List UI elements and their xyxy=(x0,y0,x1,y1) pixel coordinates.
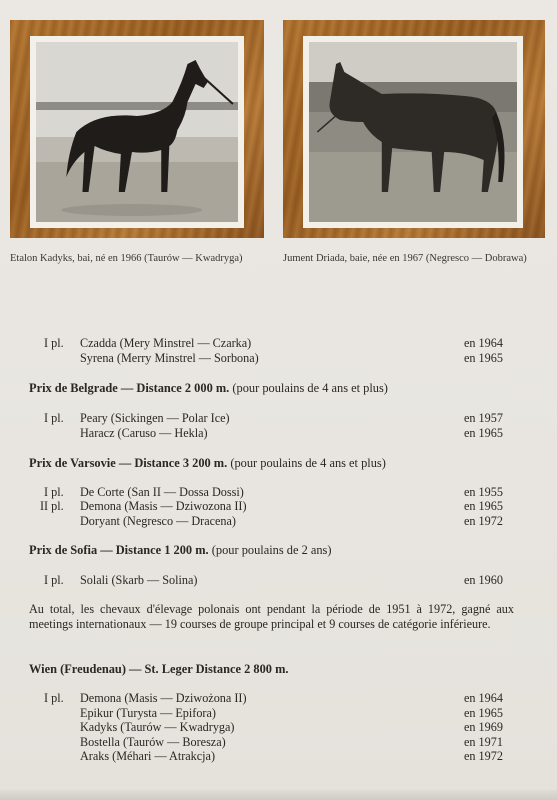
place-label: II pl. xyxy=(40,499,64,513)
year-label: en 1965 xyxy=(464,706,503,720)
race-note: (pour poulains de 4 ans et plus) xyxy=(229,381,388,395)
page-bottom-edge xyxy=(0,790,557,800)
photo-frame-left xyxy=(10,20,264,238)
race-title: Prix de Varsovie — Distance 3 200 m. xyxy=(29,456,228,470)
horse-entry: Solali (Skarb — Solina) xyxy=(80,573,198,587)
year-label: en 1964 xyxy=(464,691,503,705)
place-label: I pl. xyxy=(44,336,64,350)
year-label: en 1960 xyxy=(464,573,503,587)
horse-entry: Demona (Masis — Dziwozona II) xyxy=(80,499,247,513)
horse-entry: De Corte (San II — Dossa Dossi) xyxy=(80,485,244,499)
race-title: Prix de Belgrade — Distance 2 000 m. xyxy=(29,381,230,395)
place-label: I pl. xyxy=(44,411,64,425)
year-label: en 1965 xyxy=(464,351,503,365)
year-label: en 1972 xyxy=(464,514,503,528)
stallion-photo xyxy=(30,36,244,228)
year-label: en 1957 xyxy=(464,411,503,425)
horse-entry: Demona (Masis — Dziwożona II) xyxy=(80,691,247,705)
horse-entry: Syrena (Merry Minstrel — Sorbona) xyxy=(80,351,259,365)
year-label: en 1972 xyxy=(464,749,503,763)
summary-paragraph: Au total, les chevaux d'élevage polonais ont pendant la période de 1951 à 1972, gagné aux meetings internationaux — 19 courses de groupe principal et 9 courses de catégorie inférieure. xyxy=(29,602,514,631)
race-note: (pour poulains de 2 ans) xyxy=(208,543,332,557)
year-label: en 1965 xyxy=(464,426,503,440)
place-label: I pl. xyxy=(44,573,64,587)
year-label: en 1955 xyxy=(464,485,503,499)
photo-frame-right xyxy=(283,20,545,238)
mare-image xyxy=(309,42,517,222)
race-title: Wien (Freudenau) — St. Leger Distance 2 800 m. xyxy=(29,662,289,676)
place-label: I pl. xyxy=(44,691,64,705)
horse-entry: Kadyks (Taurów — Kwadryga) xyxy=(80,720,235,734)
race-title: Prix de Sofia — Distance 1 200 m. xyxy=(29,543,209,557)
horse-entry: Epikur (Turysta — Epifora) xyxy=(80,706,216,720)
race-heading-belgrade xyxy=(29,381,388,396)
horse-entry: Peary (Sickingen — Polar Ice) xyxy=(80,411,230,425)
mare-photo xyxy=(303,36,523,228)
year-label: en 1965 xyxy=(464,499,503,513)
caption-right: Jument Driada, baie, née en 1967 (Negresco — Dobrawa) xyxy=(283,253,527,264)
horse-entry: Haracz (Caruso — Hekla) xyxy=(80,426,208,440)
race-heading-varsovie xyxy=(29,456,386,471)
horse-entry: Bostella (Taurów — Boresza) xyxy=(80,735,226,749)
race-heading-sofia xyxy=(29,543,332,558)
caption-left: Etalon Kadyks, bai, né en 1966 (Taurów — Kwadryga) xyxy=(10,253,243,264)
race-note: (pour poulains de 4 ans et plus) xyxy=(227,456,386,470)
race-heading-wien xyxy=(29,662,289,677)
horse-entry: Czadda (Mery Minstrel — Czarka) xyxy=(80,336,252,350)
place-label: I pl. xyxy=(44,485,64,499)
year-label: en 1964 xyxy=(464,336,503,350)
horse-entry: Doryant (Negresco — Dracena) xyxy=(80,514,236,528)
horse-entry: Araks (Méhari — Atrakcja) xyxy=(80,749,216,763)
stallion-image xyxy=(36,42,238,222)
year-label: en 1969 xyxy=(464,720,503,734)
year-label: en 1971 xyxy=(464,735,503,749)
